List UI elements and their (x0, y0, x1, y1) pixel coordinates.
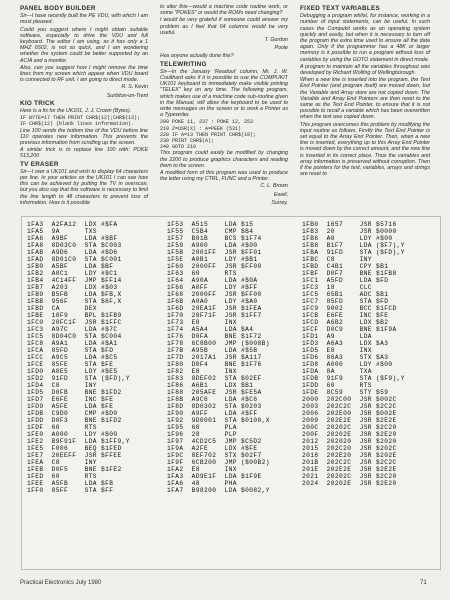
code-line: IF BYTE=17 THEN PRINT CHR$(12);CHR$(13); (20, 115, 141, 122)
listing-line: 2015 202C20 JSR $202C (302, 445, 397, 452)
listing-line: 1FEE A5FB LDA $FB (27, 480, 114, 487)
listing-line: 1F83 8DEF02 STA $02EF (167, 375, 262, 382)
listing-line: 1FBF D0F7 BNE $1FB8 (302, 270, 397, 277)
listing-line: 1FD5 D0FB BNE $1FD2 (27, 389, 122, 396)
listing-line: 1F8D 8D0302 STA $0203 (167, 403, 262, 410)
listing-line: 1FB7 A203 LDX #$03 (27, 284, 118, 291)
listing-line: 1FD0 A0E5 LDY #$E5 (27, 368, 118, 375)
listing-line: 1F53 A515 LDA $15 (167, 221, 254, 228)
listing-line: 2012 202020 JSR $2020 (302, 438, 397, 445)
listing-line: 1FB8 B1F7 LDA ($F7),Y (302, 242, 405, 249)
paragraph: I would be very grateful if someone could answer my problem as I feel that 64 columns would be very useful. (160, 17, 288, 36)
listing-column-3 (302, 221, 405, 487)
code-line: 220 IF A=13 THEN PRINT CHR$(10); (160, 131, 257, 138)
code-line: 240 GOTO 210 (160, 144, 197, 151)
listing-line: 1FDD 60 RTS (302, 382, 372, 389)
signature-location: Surbiton-on-Trent (106, 92, 148, 99)
listing-line: 1FC7 85FD STA $FD (302, 298, 389, 305)
listing-line: 1F8B A9C6 LDA #$C6 (167, 396, 258, 403)
listing-line: 1FE2 B9F91F LDA $1FF9,Y (27, 438, 130, 445)
listing-line: 1F78 6C8B00 JMP ($008B) (167, 340, 270, 347)
listing-line: 1FCA 85FD STA $FD (27, 347, 114, 354)
paragraph: A modified form of this program was used to produce the letter using my CTRL, FUNC and a Printer. (160, 170, 288, 183)
listing-line: 1FC9 9002 BCC $1FCD (302, 305, 397, 312)
heading: KIO TRICK (20, 99, 55, 107)
listing-line: 1FC8 A9A1 LDA #$A1 (27, 340, 118, 347)
listing-line: 2021 20202C JSR $2C20 (302, 473, 397, 480)
listing-line: 1F80 D0F4 BNE $1F76 (167, 361, 262, 368)
listing-line: 1F86 A6B1 LDX $B1 (167, 382, 254, 389)
listing-line: 1F5B 2001FF JSR $FF01 (167, 249, 262, 256)
heading: TV ERASER (20, 160, 59, 168)
listing-line: 1FBE 10F9 BPL $1FB9 (27, 312, 122, 319)
listing-line: 1F96 28 PLP (167, 431, 237, 438)
listing-line: 1FC3 18 CLC (302, 284, 372, 291)
paragraph: Could you suggest where I might obtain suitable software, especially to drive the VDU and full keyboard. The editor I am using, as it has only a 1 MHZ 6502, is not so quick, and I am wondering whether the system could be better supported by an ACIA and a monitor. (20, 26, 148, 64)
listing-line: 1FBD C4B1 CPY $B1 (302, 263, 389, 270)
listing-line: 1FEB D0F5 BNE $1FE2 (27, 466, 122, 473)
listing-line: 1FCE 85FE STA $FE (27, 361, 114, 368)
heading: TELEWRITING (160, 60, 207, 68)
listing-line: 1F97 4CD2C5 JMP $C5D2 (167, 438, 262, 445)
listing-line: 1FB6 A0 LDY #$00 (302, 235, 393, 242)
listing-line: 1FAD 8D01C0 STA $C001 (27, 256, 122, 263)
listing-line: 1FA3 A2FA12 LDX #$FA (27, 221, 118, 228)
listing-line: 1FA7 B98200 LDA $0082,Y (167, 487, 270, 494)
listing-line: 1FB4 4C14FF JMP $FF14 (27, 277, 122, 284)
listing-line: 201B 202C2C JSR $2C2C (302, 459, 397, 466)
listing-line: 1F9F 6CB200 JMP ($00B2) (167, 459, 270, 466)
signature-location: Ewell, (273, 191, 288, 198)
listing-line: 1FA8 8D03C0 STA $C003 (27, 242, 122, 249)
listing-line: 1FBA 91FD STA ($FD),Y (302, 249, 405, 256)
footer-publication: Practical Electronics July 1980 (20, 580, 102, 586)
code-line: 230 PRINT CHR$(A); (160, 138, 215, 145)
listing-line: 1F73 E8 INX (167, 319, 237, 326)
article-column-1 (20, 4, 148, 207)
listing-line: 1FBC C8 INY (302, 256, 372, 263)
listing-line: 1FDD D0F3 BNE $1FD2 (27, 417, 122, 424)
listing-line: 1F59 A900 LDA #$00 (167, 242, 258, 249)
listing-line: 1FD8 A000 LDY #$00 (302, 361, 393, 368)
listing-line: 1F95 68 PLA (167, 424, 237, 431)
listing-line: 1FDB 91F9 STA ($F9),Y (302, 375, 405, 382)
listing-line: 2024 20202E JSR $2E20 (302, 480, 397, 487)
page-number: 71 (420, 580, 427, 586)
listing-line: 1FCB E6FE INC $FE (302, 312, 389, 319)
listing-line: 1FAB A9D6 LDA #$D6 (27, 249, 118, 256)
listing-line: 1F70 20F71F JSR $1FF7 (167, 312, 262, 319)
listing-line: 1FE7 20EEFF JSR $FFEE (27, 452, 122, 459)
listing-line: 1FDF 60 RTS (27, 424, 97, 431)
listing-line: 1FE5 F006 BEQ $1FED (27, 445, 122, 452)
listing-line: 1FDB C9D0 CMP #$D0 (27, 410, 118, 417)
signature-location: Poole (274, 45, 288, 52)
listing-line: 1F9C 8EF702 STX $02F7 (167, 452, 262, 459)
listing-line: 1F5E A0B1 LDY #$B1 (167, 256, 258, 263)
listing-line: 2006 202E00 JSR $002E (302, 410, 397, 417)
listing-line: 1FA6 A9BF LDA #$BF (27, 235, 118, 242)
paragraph: When a new line is inserted into the program, the Text End Pointer (and program itself) are moved down, but the Variable and Array store are not copied down. The Variable and Array End Pointers are then reset to the same as the Text End Pointer, to ensure that it is not possible to recall a variable which has been overwritten when the text was copied down. (300, 77, 430, 121)
signature: C. L. Brown (260, 183, 288, 190)
article-column-3 (300, 4, 430, 178)
listing-line: 1FD7 E6FE INC $FE (27, 396, 114, 403)
listing-line: 1F57 B01B BCS $1F74 (167, 235, 262, 242)
listing-line: 201E 202E2E JSR $2E2E (302, 466, 397, 473)
heading: FIXED TEXT VARIABLES (300, 5, 381, 12)
listing-line: 1FD9 A5FE LDA $FE (27, 403, 114, 410)
listing-line: 1F76 D0FA BNE $1F72 (167, 333, 262, 340)
signature: R. S. Kevin (121, 84, 148, 91)
listing-line: 1FCC A9C5 LDA #$C5 (27, 354, 118, 361)
listing-line: 1F7B A95B LDA #$5B (167, 347, 258, 354)
signature: T. Gordon (264, 37, 288, 44)
listing-line: 1F60 2000FF JSR $FF00 (167, 263, 262, 270)
paragraph: This program overcomes this problem by modifying the input routine as follows. Firstly the Text End Pointer is set equal to the Array End Pointer. Then, when a new line is inserted, everything up to this Array End Pointer is moved down by the correct amount, and the new line is inserted in its correct place. Thus the variables and array information is preserved without corruption. Then if the pointers for the text, variables, arrays and strings are reset to (300, 121, 430, 178)
listing-line: 1FD6 86A3 STX $A3 (302, 354, 389, 361)
listing-line: 1FA2 E8 INX (167, 466, 237, 473)
listing-line: 1FC0 20FC1F JSR $1FFC (27, 319, 122, 326)
listing-line: 1FC5 8D04C0 STA $C004 (27, 333, 122, 340)
listing-line: 1FC1 A5FD LDA $FD (302, 277, 389, 284)
listing-line: 1FB0 A5BF LDA $BF (27, 263, 114, 270)
listing-line: 1F68 2000FF JSR $FF00 (167, 291, 262, 298)
signature-location: Surrey. (271, 199, 288, 206)
listing-line: 1FA5 9A TXS (27, 228, 97, 235)
paragraph: Sir—I own a UK101 and wish to display 64 characters per line. In your articles on the UK101 I can see how this can be achieved by putting the TV in overscan, but you also say that this software is necessary to limit the line length to 48 characters to prevent loss of information. How is it possible (20, 168, 148, 206)
paragraph: This program could easily be modified by changing the 2200 to produce graphics characters and reading them to the screen. (160, 150, 288, 169)
paragraph: Line 100 sends the bottom line of the VDU before line 110 operates new information. This prevents the previous information from scrolling up the screen. (20, 127, 148, 147)
paragraph: Sir—In the January 'Readout' column, Mr. J. W. Coulthard asks if it is possible to use the COMPUKIT UK101 keyboard to immediately make visible printing "TELEX" key on any time. The following program, which makes use of a machine code sub-routine given in the Manual, will allow the keyboard to be used to write messages on the screen or to work a Printer as a Typewriter. (160, 68, 288, 119)
paragraph: to alter this—would a machine code routine work, or some "POKES" or would the ROMs need changing? (160, 4, 288, 17)
listing-line: 1F90 A9FF LDA #$FF (167, 410, 258, 417)
listing-line: 1FBB 956F STA $6F,X (27, 298, 122, 305)
listing-line: 1FD5 E8 INX (302, 347, 372, 354)
listing-line: 1FED 60 RTS (27, 473, 97, 480)
listing-column-1 (27, 221, 130, 494)
listing-line: 1F92 9D0001 STA $0100,X (167, 417, 270, 424)
paragraph: Also, can you suggest how I might remove the time lines from my screen which appear when VDU board is connected to RF unit. I am going to direct mode. (20, 64, 148, 84)
listing-line: 2018 202E20 JSR $202E (302, 452, 397, 459)
listing-line: 1FBD CA DEX (27, 305, 97, 312)
listing-line: 1FC3 A97C LDA #$7C (27, 326, 118, 333)
listing-line: 1F7D 2017A1 JSR $A117 (167, 354, 262, 361)
article-column-2 (160, 4, 288, 208)
listing-column-2 (167, 221, 270, 494)
listing-line: 1FD3 A6A3 LDX $A3 (302, 340, 389, 347)
listing-line: 2003 202C2C JSR $2C2C (302, 403, 397, 410)
paragraph: A similar trick is to replace line 100 with: POKE 513,200 (20, 147, 148, 160)
paragraph: Debugging a program whilst, for instance, working in a number of input statements, can be useful. In such cases the Compukit works as an operating system quickly and easily, but when it is necessary to turn off the program the extra time used to ensure all the data again. Only if the programmer has a 48K or larger memory is it possible to run a program without loss of variables by using the GOTO statement in direct mode. (300, 13, 430, 63)
listing-line: 1FA3 AD9E1F LDA $1F9E (167, 473, 262, 480)
listing-line: 1FD2 91FD STA ($FD),Y (27, 375, 130, 382)
listing-line: 1F63 60 RTS (167, 270, 237, 277)
listing-line: 1F66 A0FF LDY #$FF (167, 284, 258, 291)
code-line: IF CHR$(12) (blank lines information). (20, 121, 135, 128)
listing-line: 1F88 205AFE JSR $FE5A (167, 389, 262, 396)
paragraph: A program to maintain all the variables throughout was developed by Richard Wolfing of Wellingborough. (300, 63, 430, 77)
listing-line: 200F 20202E JSR $2E20 (302, 431, 397, 438)
listing-line: 1F82 E8 INX (167, 368, 237, 375)
listing-line: 1F6B A0A0 LDY #$A0 (167, 298, 258, 305)
listing-line: 1FB2 A0C1 LDY #$C1 (27, 270, 118, 277)
listing-line: 1FE0 A000 LDY #$00 (27, 431, 118, 438)
listing-line: 200C 20202C JSR $2C20 (302, 424, 397, 431)
listing-line: 2000 202C00 JSR $002C (302, 396, 397, 403)
listing-line: 1FC5 65B1 ADC $B1 (302, 291, 389, 298)
listing-line: 1F74 A5A4 LDA $A4 (167, 326, 254, 333)
listing-line: 1FD1 A9 LDA (302, 333, 372, 340)
listing-line: 1FDE 8C59 STY $59 (302, 389, 389, 396)
code-line: 200 POKE 11, 237 : POKE 12, 253 (160, 119, 254, 126)
assembly-listing (21, 216, 441, 570)
listing-line: 1F64 A90A LDA #$0A (167, 277, 258, 284)
listing-line: 1F9A A2FE LDX #$FE (167, 445, 258, 452)
paragraph: Has anyone actually done this? (160, 53, 234, 60)
listing-line: 1FB9 B5FB LDA $FB,X (27, 291, 122, 298)
listing-line: 1FA6 48 PHA (167, 480, 237, 487)
listing-line: 1FD4 C8 INY (27, 382, 97, 389)
listing-line: 2009 202E2E JSR $2E2E (302, 417, 397, 424)
listing-line: 1FB0 1657 JSR $5716 (302, 221, 397, 228)
code-line: 210 Z=USR(X) : A=PEEK (531) (160, 125, 242, 132)
listing-line: 1FF0 85FF STA $FF (27, 487, 114, 494)
listing-line: 1FDA 8A TXA (302, 368, 372, 375)
listing-line: 1FEA C8 INY (27, 459, 97, 466)
listing-line: 1F55 C5B4 CMP $B4 (167, 228, 254, 235)
listing-line: 1FCF D0C9 BNE $1F9A (302, 326, 397, 333)
paragraph: Sir—I have recently built the PE VDU, with which I am most pleased. (20, 13, 148, 26)
listing-line: 1F6D 20EA1F JSR $1FEA (167, 305, 262, 312)
listing-line: 1FCD A6B2 LDX $B2 (302, 319, 389, 326)
listing-line: 1FB3 20 JSR $0000 (302, 228, 397, 235)
paragraph: Here is a fix for the UK101, J. J. Crown (Bytes). (20, 108, 132, 115)
heading: PANEL BODY BUILDER (20, 5, 96, 12)
